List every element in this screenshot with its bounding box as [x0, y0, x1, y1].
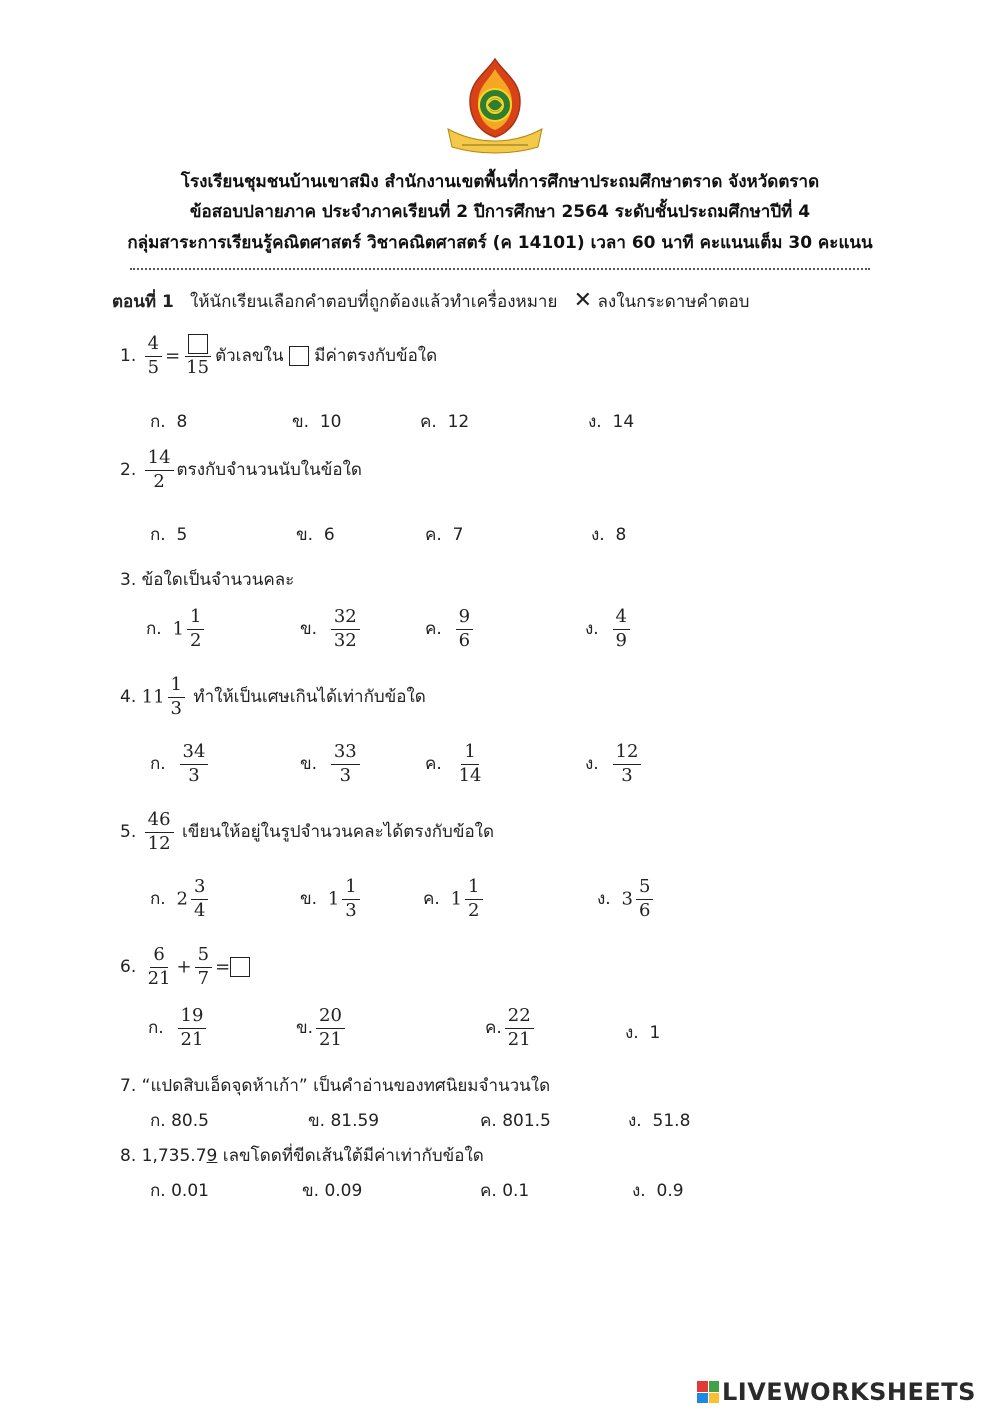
question-6 [120, 945, 250, 989]
liveworksheets-brand[interactable] [697, 1377, 976, 1407]
q6-option-a[interactable]: ก. $\frac{19}{21}$ [148, 1006, 209, 1050]
question-number: 1. [120, 346, 137, 367]
fraction: $\frac{46}{12}$ [145, 810, 174, 854]
fraction: $\frac{1}{3}$ [168, 675, 185, 719]
question-5 [120, 810, 494, 854]
question-7 [120, 1072, 550, 1099]
q5-option-c[interactable]: ค. 1 $\frac{1}{2}$ [423, 877, 486, 921]
q6-option-d[interactable]: ง. 1 [625, 1023, 661, 1043]
question-number: 6. [120, 957, 137, 978]
question-text: ทำให้เป็นเศษเกินได้เท่ากับข้อใด [193, 687, 426, 708]
q5-option-d[interactable]: ง. 3 $\frac{5}{6}$ [597, 877, 656, 921]
q5-option-a[interactable]: ก. 2 $\frac{3}{4}$ [150, 877, 211, 921]
q7-option-d[interactable]: ง. 51.8 [628, 1111, 691, 1131]
q1-option-c[interactable]: ค. 12 [420, 412, 470, 432]
blank-box [188, 334, 208, 354]
q8-option-b[interactable]: ข. 0.09 [302, 1181, 363, 1201]
fraction: 15 [183, 334, 212, 378]
q6-option-b[interactable]: ข. $\frac{20}{21}$ [296, 1006, 348, 1050]
dotted-divider [130, 268, 870, 270]
school-emblem [440, 55, 550, 155]
q4-option-c[interactable]: ค. $\frac{1}{14}$ [425, 741, 482, 786]
blank-box [230, 957, 250, 977]
question-text: ตรงกับจำนวนนับในข้อใด [176, 460, 362, 481]
q1-option-b[interactable]: ข. 10 [292, 412, 342, 432]
question-text: ตัวเลขใน [215, 346, 284, 367]
blank-box [289, 346, 309, 366]
q4-option-b[interactable]: ข. $\frac{33}{3}$ [300, 742, 363, 786]
question-text: เขียนให้อยู่ในรูปจำนวนคละได้ตรงกับข้อใด [181, 822, 495, 843]
instruction-tail: ลงในกระดาษคำตอบ [597, 292, 750, 312]
exam-title: ข้อสอบปลายภาค ประจำภาคเรียนที่ 2 ปีการศึกษา 2564 ระดับชั้นประถมศึกษาปีที่ 4 [189, 202, 811, 222]
fraction: $\frac{4}{5}$ [145, 334, 162, 378]
q1-option-a[interactable]: ก. 8 [150, 412, 188, 432]
q2-option-b[interactable]: ข. 6 [296, 525, 335, 545]
q7-option-a[interactable]: ก. 80.5 [150, 1111, 209, 1131]
instruction [112, 288, 749, 315]
q7-option-b[interactable]: ข. 81.59 [308, 1111, 380, 1131]
q5-option-b[interactable]: ข. 1 $\frac{1}{3}$ [300, 877, 363, 921]
fraction: $\frac{6}{21}$ [147, 944, 171, 989]
instruction-label: ตอนที่ 1 [112, 292, 174, 312]
fraction: $\frac{5}{7}$ [195, 945, 212, 989]
question-4 [120, 675, 426, 719]
question-text: มีค่าตรงกับข้อใด [314, 346, 438, 367]
question-number: 7. [120, 1076, 137, 1096]
subject-info: กลุ่มสาระการเรียนรู้คณิตศาสตร์ วิชาคณิตศาสตร์ (ค 14101) เวลา 60 นาที คะแนนเต็ม 30 คะแนน [127, 233, 873, 253]
q4-option-a[interactable]: ก. $\frac{34}{3}$ [150, 742, 211, 786]
question-number: 4. [120, 687, 137, 708]
number-text: 1,735.7 [141, 1146, 207, 1166]
q1-option-d[interactable]: ง. 14 [588, 412, 635, 432]
question-8 [120, 1142, 484, 1169]
q3-option-c[interactable]: ค. $\frac{9}{6}$ [425, 607, 476, 651]
q8-option-c[interactable]: ค. 0.1 [480, 1181, 530, 1201]
question-number: 5. [120, 822, 137, 843]
question-2 [120, 448, 362, 492]
question-number: 8. [120, 1146, 137, 1166]
school-name: โรงเรียนชุมชนบ้านเขาสมิง สำนักงานเขตพื้นที่การศึกษาประถมศึกษาตราด จังหวัดตราด [180, 172, 820, 192]
fraction: $\frac{14}{2}$ [145, 448, 174, 492]
q2-option-d[interactable]: ง. 8 [591, 525, 627, 545]
question-3 [120, 566, 294, 593]
q3-option-b[interactable]: ข. $\frac{32}{32}$ [300, 607, 363, 651]
q6-option-c[interactable]: ค. $\frac{22}{21}$ [485, 1006, 537, 1050]
underlined-digit: 9 [206, 1146, 218, 1166]
q3-option-d[interactable]: ง. $\frac{4}{9}$ [585, 607, 633, 651]
liveworksheets-logo-icon [697, 1381, 719, 1403]
q4-option-d[interactable]: ง. $\frac{12}{3}$ [585, 742, 644, 786]
question-number: 2. [120, 460, 137, 481]
question-text: เลขโดดที่ขีดเส้นใต้มีค่าเท่ากับข้อใด [222, 1146, 484, 1166]
question-text: “แปดสิบเอ็ดจุดห้าเก้า” เป็นคำอ่านของทศนิยมจำนวนใด [141, 1076, 551, 1096]
q8-option-a[interactable]: ก. 0.01 [150, 1181, 209, 1201]
q7-option-c[interactable]: ค. 801.5 [480, 1111, 551, 1131]
x-mark-icon: ✕ [573, 288, 593, 313]
mixed-whole: 11 [141, 686, 165, 708]
instruction-text: ให้นักเรียนเลือกคำตอบที่ถูกต้องแล้วทำเครื่องหมาย [190, 292, 558, 312]
brand-name: LIVEWORKSHEETS [722, 1378, 976, 1406]
question-number: 3. [120, 570, 137, 590]
q8-option-d[interactable]: ง. 0.9 [632, 1181, 684, 1201]
plus-sign: + [176, 956, 192, 978]
equals-sign: = [215, 956, 231, 978]
q2-option-a[interactable]: ก. 5 [150, 525, 188, 545]
q3-option-a[interactable]: ก. 1 $\frac{1}{2}$ [146, 607, 207, 651]
equals-sign: = [165, 345, 181, 367]
question-1 [120, 334, 437, 378]
question-text: ข้อใดเป็นจำนวนคละ [141, 570, 295, 590]
q2-option-c[interactable]: ค. 7 [425, 525, 464, 545]
